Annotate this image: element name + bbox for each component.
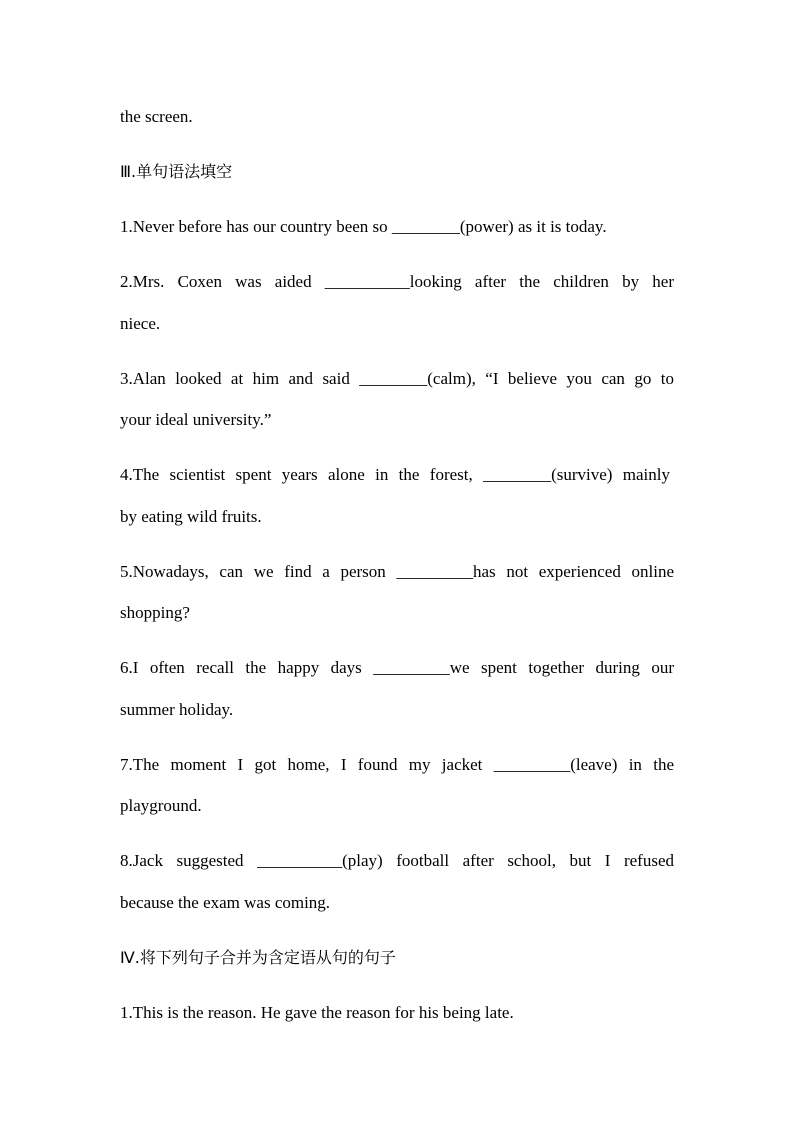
question-3-6-line-2: summer holiday. [120, 700, 234, 719]
section-4-heading: Ⅳ.将下列句子合并为含定语从句的句子 [120, 948, 396, 967]
question-3-8-line-1: 8.Jack suggested __________(play) football after school, but I refused [120, 851, 674, 870]
question-3-2-line-2: niece. [120, 314, 161, 333]
question-3-3-line-2: your ideal university.” [120, 410, 272, 429]
question-3-2-line-1: 2.Mrs. Coxen was aided __________looking after the children by her [120, 272, 674, 291]
question-3-4-line-1: 4.The scientist spent years alone in the forest, ________(survive) mainly [120, 465, 670, 484]
question-3-5-line-1: 5.Nowadays, can we find a person _________has not experienced online [120, 562, 674, 581]
question-4-1-line-1: 1.This is the reason. He gave the reason for his being late. [120, 1003, 514, 1022]
intro-text-tail: the screen. [120, 107, 193, 126]
section-3-heading: Ⅲ.单句语法填空 [120, 162, 233, 181]
question-3-7-line-1: 7.The moment I got home, I found my jacket _________(leave) in the [120, 755, 674, 774]
question-3-5-line-2: shopping? [120, 603, 190, 622]
question-3-7-line-2: playground. [120, 796, 202, 815]
question-3-4-line-2: by eating wild fruits. [120, 507, 262, 526]
question-3-8-line-2: because the exam was coming. [120, 893, 331, 912]
question-3-1-line-1: 1.Never before has our country been so ________(power) as it is today. [120, 217, 607, 236]
question-3-6-line-1: 6.I often recall the happy days _________we spent together during our [120, 658, 674, 677]
question-3-3-line-1: 3.Alan looked at him and said ________(calm), “I believe you can go to [120, 369, 674, 388]
